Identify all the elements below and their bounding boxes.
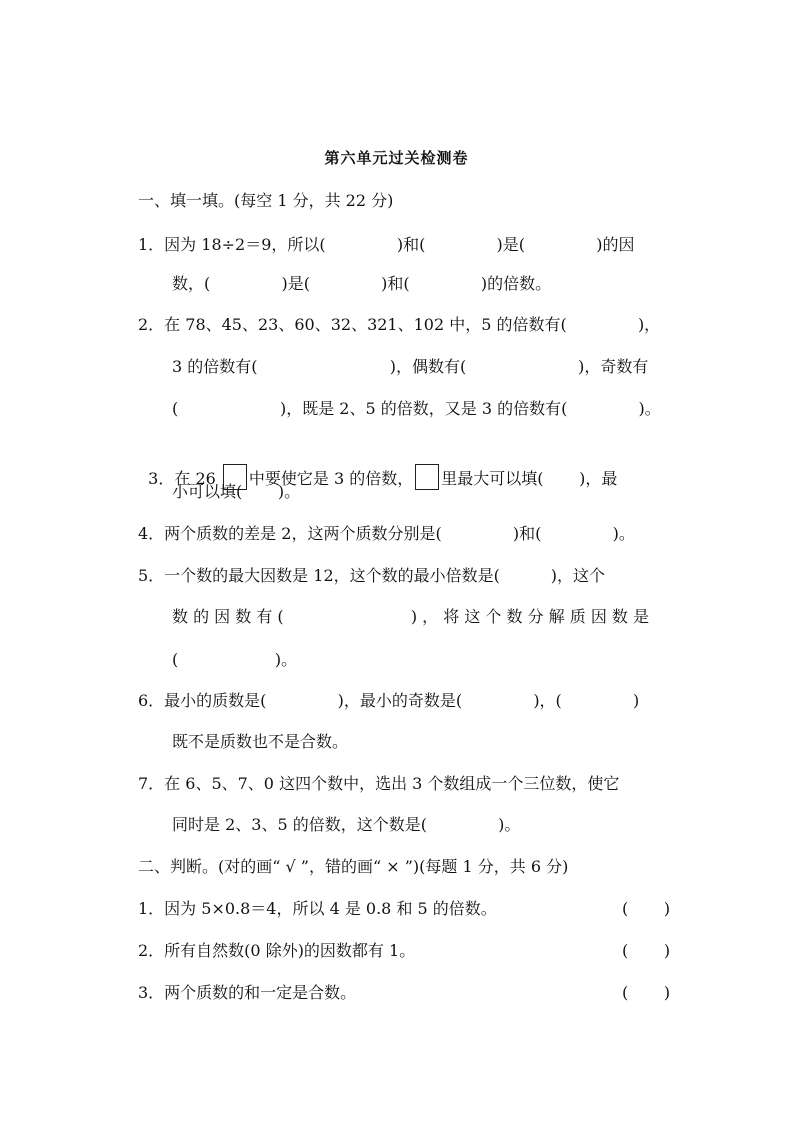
question-2-line-2: 3 的倍数有( )，偶数有( )，奇数有 [172,357,649,376]
blank-box [415,464,439,490]
judge-answer-blank-2: ( ) [622,941,671,960]
question-7-line-1: 7．在 6、5、7、0 这四个数中，选出 3 个数组成一个三位数，使它 [138,774,620,793]
question-6-line-2: 既不是质数也不是合数。 [172,732,349,751]
section-2-heading: 二、判断。(对的画“ √ ”，错的画“ × ”)(每题 1 分，共 6 分) [138,857,569,876]
question-1-line-1: 1．因为 18÷2＝9，所以( )和( )是( )的因 [138,235,635,254]
page-title: 第六单元过关检测卷 [324,149,469,167]
question-3-text-b: 中要使它是 3 的倍数， [248,469,414,488]
judge-item-3: 3．两个质数的和一定是合数。 [138,983,357,1002]
question-5-line-1: 5．一个数的最大因数是 12，这个数的最小倍数是( )，这个 [138,566,605,585]
judge-item-1: 1．因为 5×0.8＝4，所以 4 是 0.8 和 5 的倍数。 [138,899,497,918]
question-3-line-1 [138,444,618,488]
question-1-line-2: 数，( )是( )和( )的倍数。 [172,274,552,293]
question-6-line-1: 6．最小的质数是( )，最小的奇数是( )，( ) [138,691,640,710]
judge-answer-blank-3: ( ) [622,983,671,1002]
question-5-line-3: ( )。 [172,650,298,669]
question-2-line-1: 2．在 78、45、23、60、32、321、102 中，5 的倍数有( )， [138,315,661,334]
judge-item-2: 2．所有自然数(0 除外)的因数都有 1。 [138,941,416,960]
question-2-line-3: ( )，既是 2、5 的倍数，又是 3 的倍数有( )。 [172,399,661,418]
question-3-text-c: 里最大可以填( )，最 [441,469,618,488]
question-3-text-a: 3．在 26 [148,469,221,488]
judge-answer-blank-1: ( ) [622,899,671,918]
question-3-line-2: 小可以填( )。 [172,482,301,501]
question-7-line-2: 同时是 2、3、5 的倍数，这个数是( )。 [172,815,521,834]
question-4: 4．两个质数的差是 2，这两个质数分别是( )和( )。 [138,524,635,543]
section-1-heading: 一、填一填。(每空 1 分，共 22 分) [138,191,394,210]
question-5-line-2: 数 的 因 数 有 ( ) ， 将 这 个 数 分 解 质 因 数 是 [172,607,650,626]
